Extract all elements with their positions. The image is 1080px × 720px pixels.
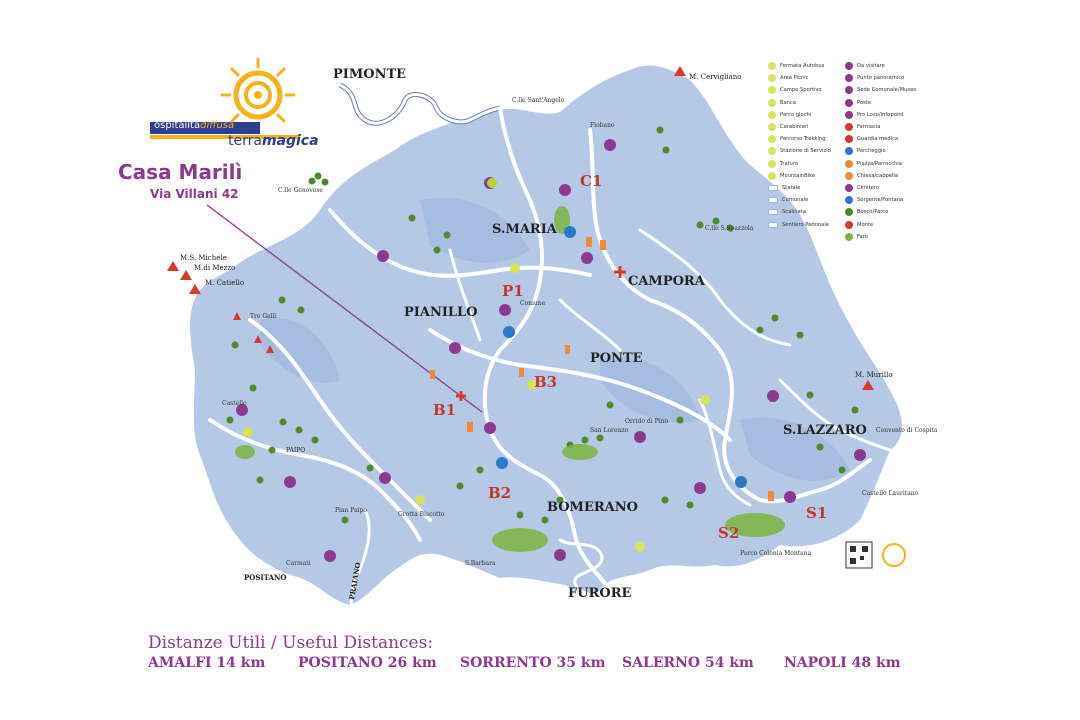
- brand-text-italic: diffusa: [200, 120, 235, 131]
- legend-symbol-icon: [768, 172, 776, 180]
- legend-symbol-icon: [768, 197, 778, 203]
- legend-symbol-icon: [768, 99, 776, 107]
- trail-label-b2: B2: [488, 484, 512, 502]
- legend-symbol-icon: [768, 160, 776, 168]
- brand-line1: [154, 120, 234, 131]
- peak-label: M. Catiello: [205, 279, 245, 287]
- mountain-icon: [167, 261, 179, 271]
- legend-symbol-icon: [845, 99, 853, 107]
- legend-label: Pro Loco/Infopoint: [857, 111, 904, 118]
- legend-item: [768, 182, 831, 194]
- qr-pattern: [850, 558, 856, 564]
- legend-label: Parcheggio: [857, 148, 886, 155]
- legend-item: [768, 133, 831, 145]
- minor-label: Castello Lauritano: [862, 490, 919, 497]
- trail-label-s2: S2: [718, 524, 740, 542]
- legend-label: Banca: [780, 99, 797, 106]
- peak-label: M. Murillo: [855, 371, 893, 379]
- legend-symbol-icon: [845, 86, 853, 94]
- legend-item: [845, 206, 916, 218]
- place-label-praiano: PRAIANO: [347, 561, 363, 601]
- brand-text: ospitalità: [154, 120, 201, 131]
- brand-line2: [228, 133, 319, 149]
- legend-symbol-icon: [845, 172, 853, 180]
- legend-item: [845, 60, 916, 72]
- panorama-point-icon: [854, 449, 866, 461]
- minor-label: Tre Galli: [250, 313, 277, 320]
- minor-label: Castello: [222, 400, 247, 407]
- legend-label: Monte: [857, 221, 874, 228]
- legend-label: Sede Comunale/Museo: [857, 87, 917, 94]
- legend-label: Parco giochi: [780, 111, 812, 118]
- distance-amalfi: AMALFI 14 km: [148, 655, 266, 671]
- bus-stop-icon: [415, 495, 425, 505]
- place-label-furore: FURORE: [568, 586, 632, 601]
- legend-label: Campo Sportivo: [780, 87, 822, 94]
- minor-label: Orrido di Pino: [625, 418, 669, 425]
- trail-label-s1: S1: [806, 504, 828, 522]
- legend-symbol-icon: [845, 111, 853, 119]
- legend-symbol-icon: [845, 160, 853, 168]
- legend-symbol-icon: [768, 135, 776, 143]
- legend-symbol-icon: [845, 123, 853, 131]
- bus-stop-icon: [243, 427, 253, 437]
- minor-label: Grotta Biscotto: [398, 511, 445, 518]
- legend-symbol-icon: [768, 222, 778, 228]
- legend-item: [768, 121, 831, 133]
- legend-label: Carabinieri: [780, 124, 809, 131]
- legend-item: [845, 145, 916, 157]
- minor-label: C.lle Sant'Angelo: [512, 97, 565, 104]
- legend-symbol-icon: [768, 86, 776, 94]
- qr-code: [846, 542, 872, 568]
- minor-label: Pian Paipo: [335, 507, 368, 514]
- legend-symbol-icon: [845, 196, 853, 204]
- legend-label: Bosco/Parco: [857, 209, 889, 216]
- legend-label: Percorso Trekking: [780, 136, 826, 143]
- accommodation-address: Via Villani 42: [150, 187, 239, 201]
- legend-label: Chiesa/cappella: [857, 172, 899, 179]
- bus-stop-icon: [635, 542, 645, 552]
- peak-label: M. Cervigliano: [689, 73, 742, 81]
- legend-item: [768, 218, 831, 230]
- legend-label: Statale: [782, 184, 801, 191]
- legend-label: Punto panoramico: [857, 75, 905, 82]
- legend-column-2: [845, 60, 916, 243]
- panorama-point-icon: [284, 476, 296, 488]
- place-label-paipo: PAIPO: [286, 447, 306, 454]
- legend-symbol-icon: [845, 221, 853, 229]
- legend-label: Sentiero Pedonale: [782, 221, 829, 228]
- legend-symbol-icon: [845, 147, 853, 155]
- panorama-point-icon: [554, 549, 566, 561]
- place-label-slazzaro: S.LAZZARO: [783, 423, 867, 438]
- legend-symbol-icon: [845, 62, 853, 70]
- legend-item: [845, 84, 916, 96]
- legend-symbol-icon: [768, 185, 778, 191]
- parking-icon: [564, 226, 576, 238]
- info-point-icon: [784, 491, 796, 503]
- legend-symbol-icon: [845, 208, 853, 216]
- distance-napoli: NAPOLI 48 km: [784, 655, 901, 671]
- accommodation-name: Casa Marilì: [118, 160, 243, 184]
- qr-pattern: [860, 556, 864, 560]
- legend-label: Comunale: [782, 197, 809, 204]
- bus-stop-icon: [487, 178, 497, 188]
- distance-sorrento: SORRENTO 35 km: [460, 655, 606, 671]
- minor-label: Comune: [520, 300, 546, 307]
- trail-label-b3: B3: [534, 373, 558, 391]
- legend-symbol-icon: [845, 233, 853, 241]
- panorama-point-icon: [634, 431, 646, 443]
- legend-item: [845, 194, 916, 206]
- legend-symbol-icon: [768, 74, 776, 82]
- legend-item: [768, 145, 831, 157]
- legend-item: [768, 206, 831, 218]
- qr-pattern: [850, 546, 856, 552]
- legend-label: Faro: [857, 233, 868, 240]
- legend-item: [768, 109, 831, 121]
- legend-item: [768, 84, 831, 96]
- bus-stop-icon: [700, 395, 710, 405]
- legend-item: [845, 121, 916, 133]
- legend-label: Farmacia: [857, 124, 881, 131]
- legend-label: MountainBike: [780, 172, 816, 179]
- brand-text-italic: magica: [261, 133, 319, 149]
- panorama-point-icon: [379, 472, 391, 484]
- legend-symbol-icon: [845, 135, 853, 143]
- trail-label-p1: P1: [502, 282, 524, 300]
- place-label-pimonte: PIMONTE: [333, 67, 407, 82]
- peak-label: M.di Mezzo: [194, 264, 236, 272]
- panorama-point-icon: [581, 252, 593, 264]
- legend-label: Fermata Autobus: [780, 63, 825, 70]
- legend-label: Trafuro: [780, 160, 799, 167]
- legend-label: Sorgente/Fontana: [857, 197, 904, 204]
- place-label-pianillo: PIANILLO: [404, 305, 478, 320]
- minor-label: Convento di Cospita: [876, 427, 938, 434]
- minor-label: C.lle Genovese: [278, 187, 323, 194]
- panorama-point-icon: [324, 550, 336, 562]
- place-label-smaria: S.MARIA: [492, 222, 557, 237]
- minor-label: S.Barbara: [465, 560, 496, 567]
- distances-title: Distanze Utili / Useful Distances:: [148, 633, 434, 653]
- mountain-icon: [180, 270, 192, 280]
- legend-symbol-icon: [768, 111, 776, 119]
- distance-salerno: SALERNO 54 km: [622, 655, 754, 671]
- panorama-point-icon: [449, 342, 461, 354]
- legend-item: [845, 182, 916, 194]
- panorama-point-icon: [377, 250, 389, 262]
- minor-label: Parco Colonia Montana: [740, 550, 812, 557]
- legend-symbol-icon: [845, 74, 853, 82]
- brand-text: terra: [228, 133, 262, 149]
- legend-symbol-icon: [768, 209, 778, 215]
- trail-label-b1: B1: [433, 401, 457, 419]
- info-point-icon: [499, 304, 511, 316]
- place-label-positano: POSITANO: [244, 573, 287, 582]
- panorama-point-icon: [694, 482, 706, 494]
- legend-label: Stazione di Servizio: [780, 148, 831, 155]
- place-label-bomerano: BOMERANO: [547, 500, 638, 515]
- legend-item: [768, 97, 831, 109]
- legend-symbol-icon: [845, 184, 853, 192]
- legend-item: [768, 72, 831, 84]
- parking-icon: [735, 476, 747, 488]
- legend-label: Poste: [857, 99, 872, 106]
- legend-item: [845, 170, 916, 182]
- place-label-ponte: PONTE: [590, 351, 643, 366]
- minor-label: San Lorenzo: [590, 427, 629, 434]
- distance-positano: POSITANO 26 km: [298, 655, 437, 671]
- legend-item: [768, 194, 831, 206]
- legend-item: [845, 218, 916, 230]
- panorama-point-icon: [604, 139, 616, 151]
- peak-label: M.S. Michele: [180, 254, 227, 262]
- legend-label: Cimitero: [857, 184, 879, 191]
- legend-symbol-icon: [768, 147, 776, 155]
- legend-item: [845, 133, 916, 145]
- qr-pattern: [862, 546, 868, 552]
- legend-item: [845, 109, 916, 121]
- legend-label: Area Picnic: [780, 75, 809, 82]
- legend-column-1: [768, 60, 831, 231]
- legend-item: [845, 158, 916, 170]
- legend-item: [845, 231, 916, 243]
- legend-item: [768, 60, 831, 72]
- parking-icon: [496, 457, 508, 469]
- road-pimonte-inner: [340, 85, 500, 123]
- legend-label: Guardia medica: [857, 136, 899, 143]
- minor-label: C.lle S.Spazzola: [705, 225, 754, 232]
- legend-item: [845, 72, 916, 84]
- place-label-campora: CAMPORA: [628, 274, 705, 289]
- legend-item: [768, 158, 831, 170]
- small-brand-logo-icon: [883, 544, 905, 566]
- legend-symbol-icon: [768, 62, 776, 70]
- legend-label: Piazza/Parrocchia: [857, 160, 902, 167]
- legend-symbol-icon: [768, 123, 776, 131]
- panorama-point-icon: [559, 184, 571, 196]
- bus-stop-icon: [510, 263, 520, 273]
- legend-label: Da visitare: [857, 63, 885, 70]
- mountain-icon: [674, 66, 686, 76]
- trail-label-c1: C1: [580, 172, 603, 190]
- info-point-icon: [484, 422, 496, 434]
- minor-label: Fiobano: [590, 122, 615, 129]
- panorama-point-icon: [767, 390, 779, 402]
- legend-item: [845, 97, 916, 109]
- legend-item: [768, 170, 831, 182]
- minor-label: Carmati: [286, 560, 311, 567]
- legend-label: Scalinata: [782, 209, 806, 216]
- parking-icon: [503, 326, 515, 338]
- mountain-icon: [189, 284, 201, 294]
